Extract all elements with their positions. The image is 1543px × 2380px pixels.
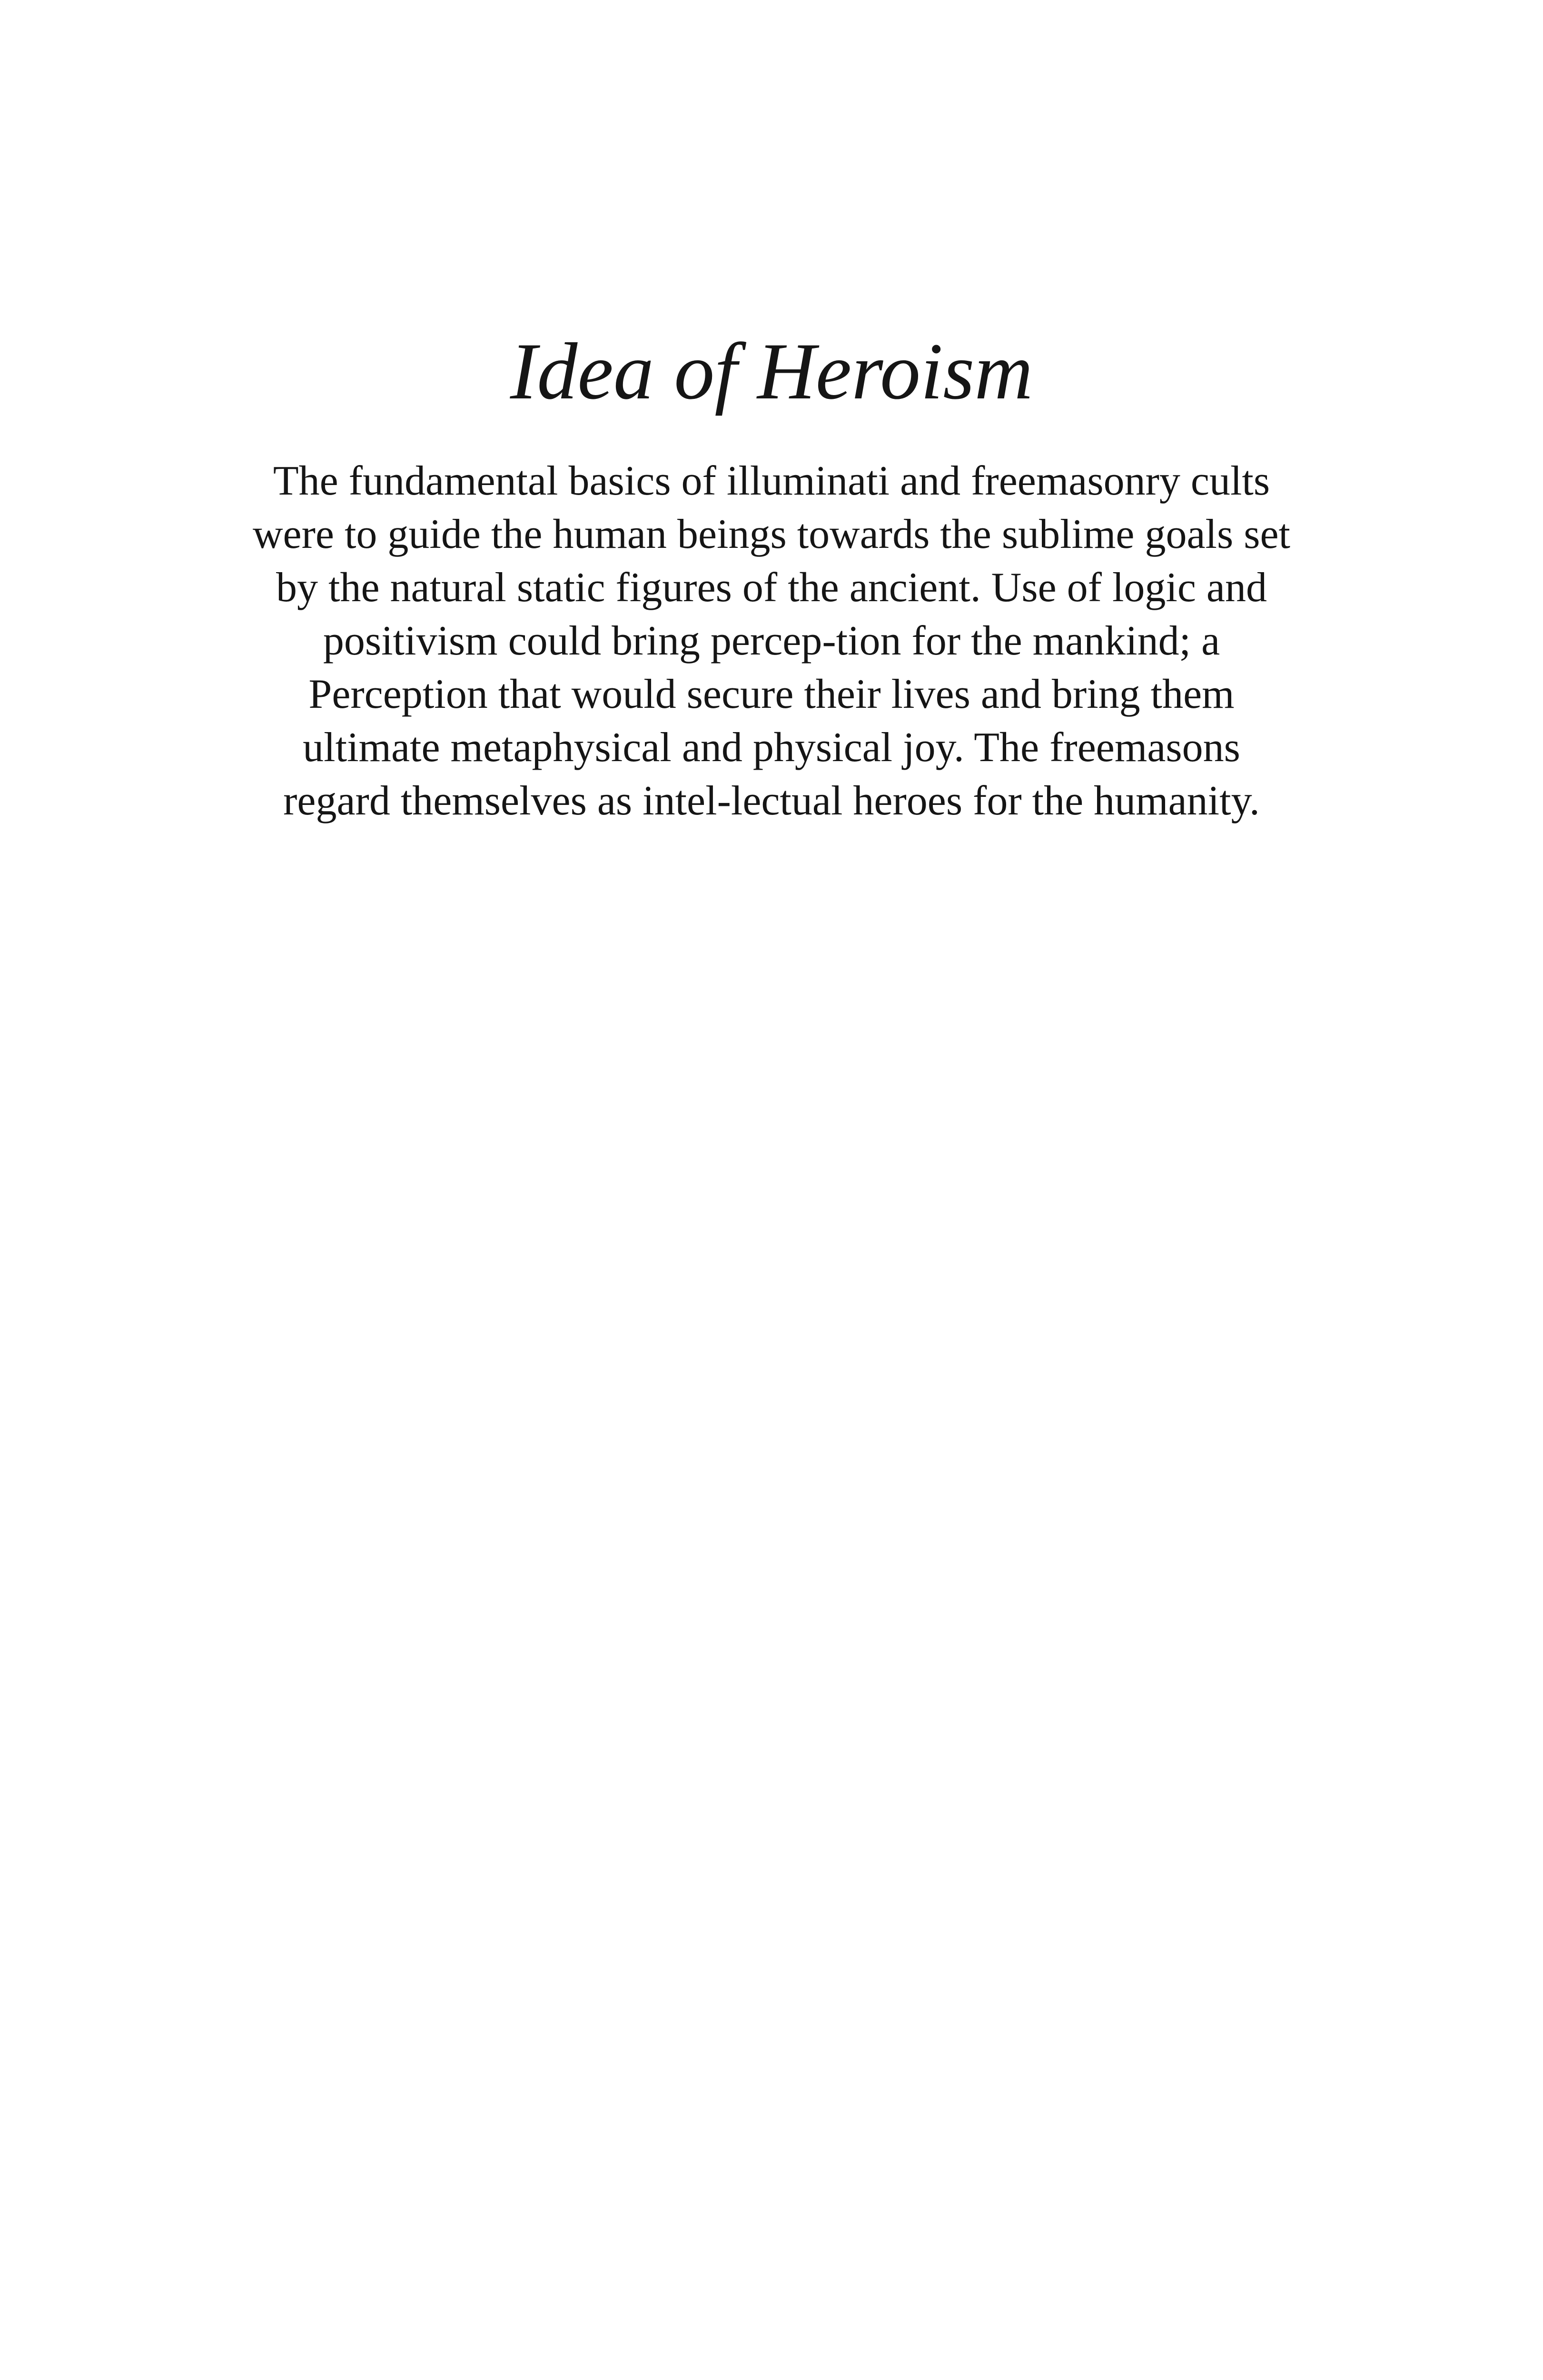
page-title: Idea of Heroism — [510, 327, 1033, 416]
paragraph-line-3: by the natural static figures of the ancient. Use of logic and — [276, 565, 1267, 611]
paragraph-line-6: ultimate metaphysical and physical joy. The freemasons — [303, 724, 1240, 771]
paragraph-line-4: positivism could bring percep-tion for the mankind; a — [323, 618, 1220, 664]
paragraph-line-5: Perception that would secure their lives and bring them — [308, 671, 1235, 717]
paragraph-line-2: were to guide the human beings towards the sublime goals set — [253, 511, 1290, 557]
paragraph-line-7: regard themselves as intel-lectual heroes for the humanity. — [283, 778, 1260, 824]
body-paragraph — [190, 455, 1353, 828]
paragraph-line-1: The fundamental basics of illuminati and freemasonry cults — [273, 458, 1270, 504]
